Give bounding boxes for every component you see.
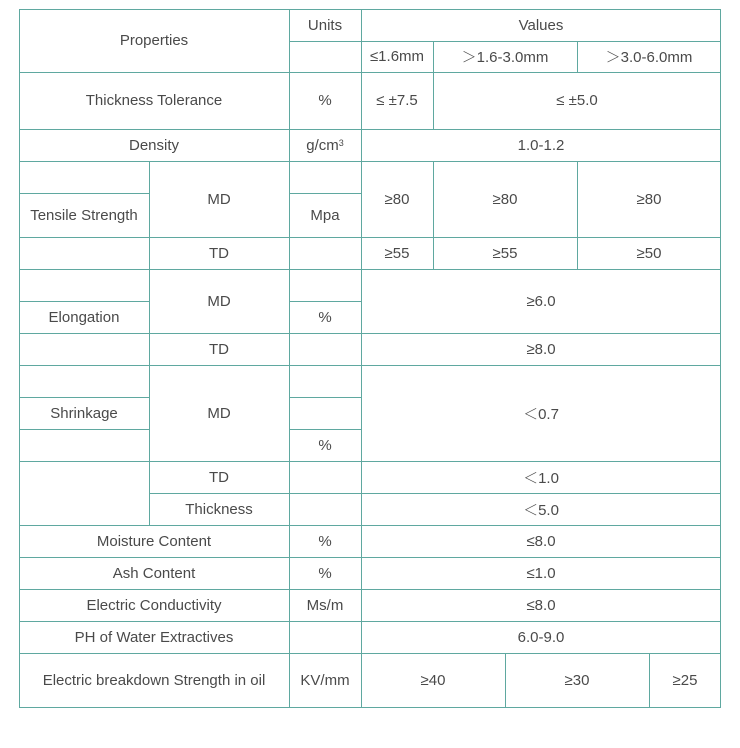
moisture-label: Moisture Content <box>96 532 212 550</box>
header-values: Values <box>518 16 564 34</box>
tensile-td-v2: ≥55 <box>492 244 518 262</box>
tensile-td-v1: ≥55 <box>384 244 410 262</box>
ash-value: ≤1.0 <box>526 564 556 582</box>
elongation-label: Elongation <box>48 308 120 326</box>
thickness-tolerance-v1: ≤ ±7.5 <box>376 92 418 109</box>
elongation-unit: % <box>318 308 332 326</box>
shrinkage-md-value: ＜0.7 <box>523 405 559 423</box>
thickness-tolerance-unit: % <box>318 92 332 109</box>
breakdown-v3: ≥25 <box>672 672 698 689</box>
ph-unit <box>289 621 361 653</box>
conductivity-label: Electric Conductivity <box>86 596 222 614</box>
density-value: 1.0-1.2 <box>517 136 565 154</box>
shrinkage-label: Shrinkage <box>50 404 118 422</box>
shrinkage-unit: % <box>318 436 332 454</box>
shrinkage-td: TD <box>209 468 229 486</box>
tensile-unit: Mpa <box>310 206 340 224</box>
elongation-md-value: ≥6.0 <box>526 292 556 310</box>
moisture-value: ≤8.0 <box>526 532 556 550</box>
shrinkage-thickness-value: ＜5.0 <box>523 501 559 519</box>
tensile-label: Tensile Strength <box>30 206 138 224</box>
elongation-td: TD <box>209 340 229 358</box>
ash-unit: % <box>318 564 332 582</box>
header-col3: ＞3.0-6.0mm <box>605 49 693 66</box>
thickness-tolerance-v2: ≤ ±5.0 <box>556 92 598 109</box>
elongation-md: MD <box>207 292 231 310</box>
breakdown-v2: ≥30 <box>564 672 590 689</box>
breakdown-unit: KV/mm <box>300 672 350 689</box>
shrinkage-thickness: Thickness <box>185 500 253 518</box>
breakdown-v1: ≥40 <box>420 672 446 689</box>
breakdown-label: Electric breakdown Strength in oil <box>42 672 266 689</box>
density-label: Density <box>128 136 180 154</box>
tensile-td-v3: ≥50 <box>636 244 662 262</box>
conductivity-unit: Ms/m <box>306 596 344 614</box>
density-unit-base: g/cm <box>306 136 339 154</box>
ash-label: Ash Content <box>112 564 196 582</box>
header-col1: ≤1.6mm <box>369 48 425 65</box>
density-unit: g/cm $^3$ <box>306 136 344 154</box>
tensile-md: MD <box>207 190 231 208</box>
shrinkage-td-value: ＜1.0 <box>523 469 559 487</box>
tensile-md-v2: ≥80 <box>492 190 518 208</box>
conductivity-value: ≤8.0 <box>526 596 556 614</box>
thickness-tolerance-label: Thickness Tolerance <box>85 92 223 109</box>
elongation-td-value: ≥8.0 <box>526 340 556 358</box>
ph-value: 6.0-9.0 <box>517 628 565 646</box>
tensile-md-v1: ≥80 <box>384 190 410 208</box>
shrinkage-md: MD <box>207 404 231 422</box>
tensile-md-v3: ≥80 <box>636 190 662 208</box>
tensile-td: TD <box>209 244 229 262</box>
header-units: Units <box>307 16 343 34</box>
header-properties: Properties <box>119 32 189 49</box>
header-col2: ＞1.6-3.0mm <box>461 49 549 66</box>
ph-label: PH of Water Extractives <box>74 628 234 646</box>
moisture-unit: % <box>318 532 332 550</box>
